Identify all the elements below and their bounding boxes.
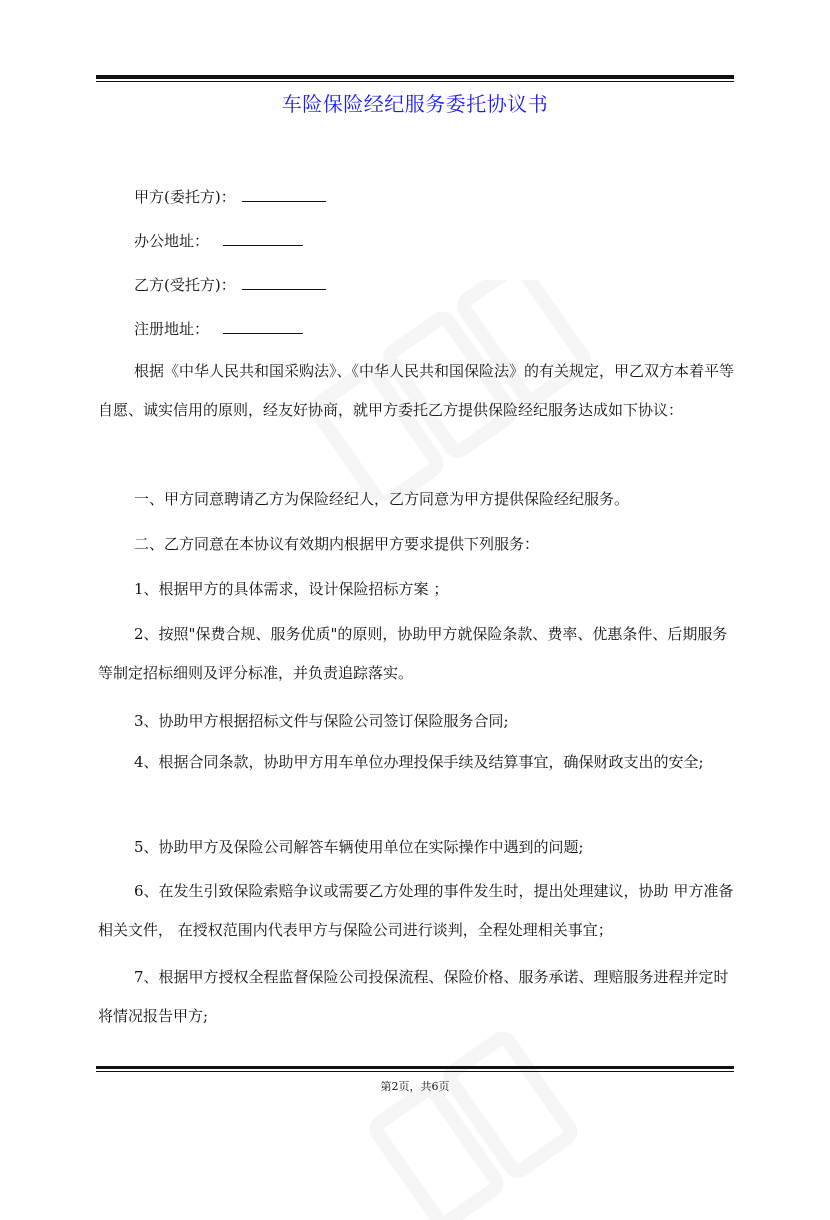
paragraph-item-2: 2、按照"保费合规、服务优质"的原则，协助甲方就保险条款、费率、优惠条件、后期服务等制定招标细则及评分标准，并负责追踪落实。 [98, 625, 728, 682]
paragraph-item-4: 4、根据合同条款，协助甲方用车单位办理投保手续及结算事宜，确保财政支出的安全; [134, 753, 704, 771]
blank-line [223, 231, 303, 246]
paragraph-item-5: 5、协助甲方及保险公司解答车辆使用单位在实际操作中遇到的问题; [134, 838, 584, 856]
paragraph-clause-1: 一、甲方同意聘请乙方为保险经纪人，乙方同意为甲方提供保险经纪服务。 [134, 490, 630, 508]
field-label: 乙方(受托方)： [134, 276, 236, 294]
document-title: 车险保险经纪服务委托协议书 [281, 92, 549, 116]
field-label: 办公地址： [134, 232, 210, 250]
field-office-address [134, 230, 303, 251]
header-rule-thick [96, 75, 734, 79]
footer-rule-thin [96, 1071, 734, 1072]
watermark-graphic [360, 1000, 680, 1220]
page-number: 第2页，共6页 [380, 1080, 450, 1093]
header-rule-thin [96, 81, 734, 82]
watermark-graphic [300, 280, 620, 500]
field-registered-address [134, 318, 303, 339]
blank-line [223, 319, 303, 334]
field-label: 甲方(委托方)： [134, 188, 236, 206]
field-party-a [134, 186, 326, 207]
blank-line [242, 187, 326, 202]
paragraph-item-1: 1、根据甲方的具体需求，设计保险招标方案 ； [134, 580, 449, 598]
paragraph-item-7: 7、根据甲方授权全程监督保险公司投保流程、保险价格、服务承诺、理赔服务进程并定时将情况报告甲方; [98, 968, 729, 1025]
paragraph-intro: 根据《中华人民共和国采购法》、《中华人民共和国保险法》的有关规定，甲乙双方本着平等自愿、诚实信用的原则，经友好协商，就甲方委托乙方提供保险经纪服务达成如下协议： [98, 362, 735, 419]
field-party-b [134, 274, 326, 295]
field-label: 注册地址： [134, 320, 210, 338]
footer-rule-thick [96, 1066, 734, 1069]
paragraph-item-3: 3、协助甲方根据招标文件与保险公司签订保险服务合同; [134, 712, 509, 730]
paragraph-item-6: 6、在发生引致保险索赔争议或需要乙方处理的事件发生时，提出处理建议，协助 甲方准备相关文件， 在授权范围内代表甲方与保险公司进行谈判，全程处理相关事宜； [98, 882, 734, 939]
paragraph-clause-2: 二、乙方同意在本协议有效期内根据甲方要求提供下列服务： [134, 535, 540, 553]
